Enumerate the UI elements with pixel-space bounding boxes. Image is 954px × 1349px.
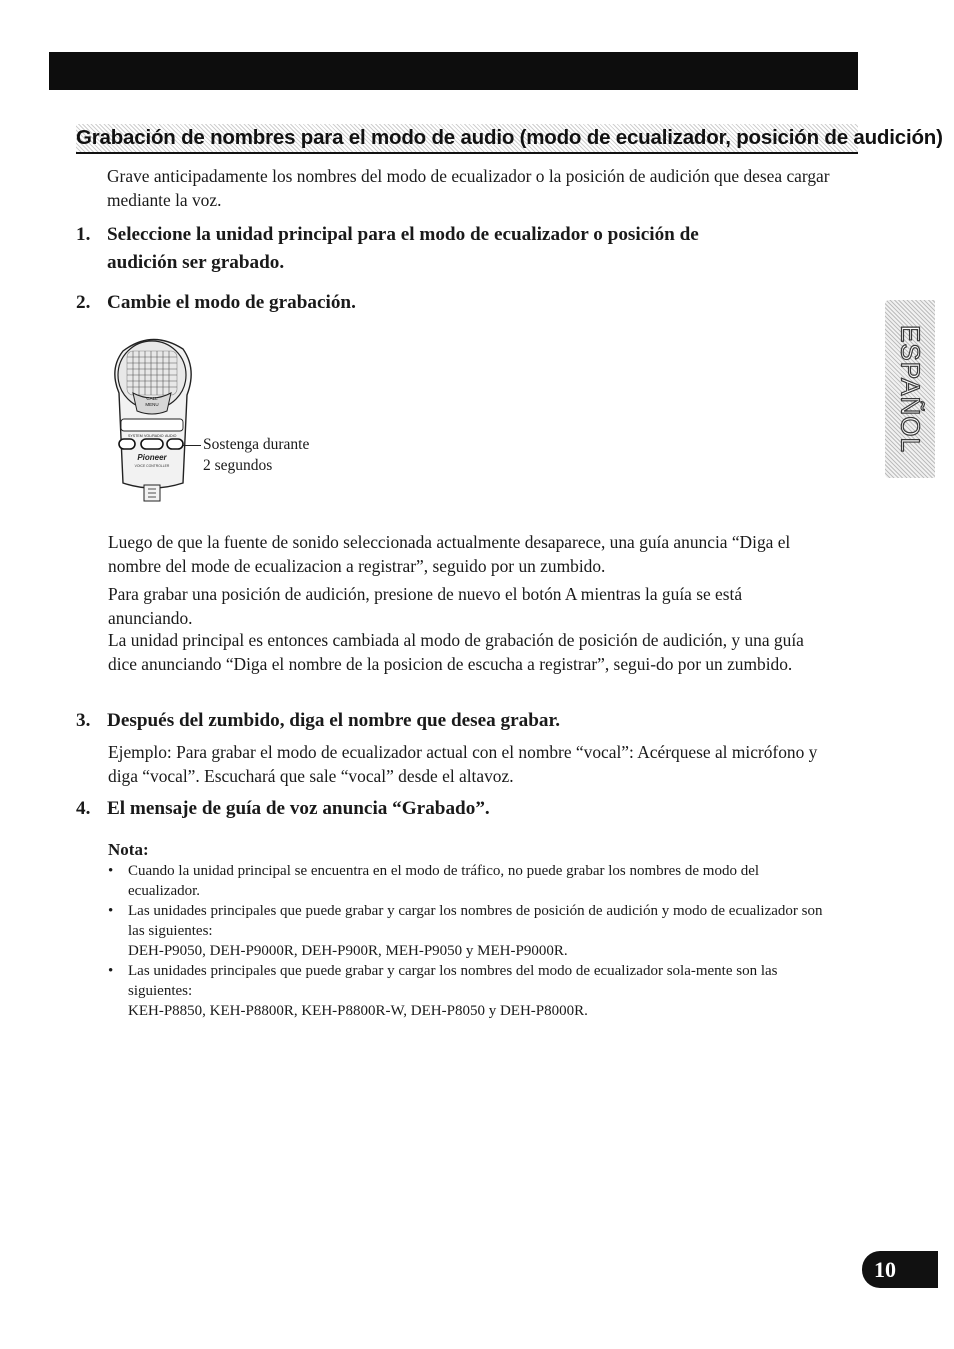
callout-line bbox=[183, 445, 201, 446]
bullet-icon: • bbox=[108, 863, 114, 879]
paragraph-example: Ejemplo: Para grabar el modo de ecualizador actual con el nombre “vocal”: Acérquese al micrófono y diga “vocal”. Escuchará que sale “vocal” desde el altavoz. bbox=[108, 742, 818, 786]
section-title-text: Grabación de nombres para el modo de audio (modo de ecualizador, posición de audición) bbox=[76, 126, 943, 149]
caption-line1: Sostenga durante bbox=[203, 436, 310, 453]
note-text: Cuando la unidad principal se encuentra en el modo de tráfico, no puede grabar los nombres de modo del ecualizador. bbox=[128, 863, 760, 899]
remote-sub-label: VOICE CONTROLLER bbox=[134, 464, 170, 468]
note-models: KEH-P8850, KEH-P8800R, KEH-P8800R-W, DEH-P8050 y DEH-P8000R. bbox=[128, 1003, 588, 1019]
note-text: Las unidades principales que puede grabar y cargar los nombres de posición de audición y modo de ecualizador son las siguientes: bbox=[128, 903, 823, 939]
language-side-tab bbox=[885, 300, 935, 478]
step-number: 3. bbox=[76, 710, 91, 731]
remote-label-audio: AUDIO bbox=[165, 434, 177, 438]
intro-paragraph: Grave anticipadamente los nombres del modo de ecualizador o la posición de audición que desea cargar mediante la voz. bbox=[107, 166, 830, 210]
note-item bbox=[108, 901, 828, 961]
note-title: Nota: bbox=[108, 840, 149, 859]
step-1 bbox=[76, 221, 836, 277]
step-text-line1: Después del zumbido, diga el nombre que desea grabar. bbox=[107, 710, 561, 731]
header-bar bbox=[49, 52, 858, 90]
step-text-line1: Seleccione la unidad principal para el modo de ecualizador o posición de bbox=[107, 224, 699, 245]
step-text-line2: audición ser grabado. bbox=[107, 252, 285, 273]
step-number: 2. bbox=[76, 292, 91, 313]
remote-brand-logo: Pioneer bbox=[137, 453, 167, 462]
remote-button-audio bbox=[167, 439, 183, 449]
note-list bbox=[108, 861, 828, 1021]
step-text-line1: El mensaje de guía de voz anuncia “Grabado”. bbox=[107, 798, 490, 819]
step-text-line1: Cambie el modo de grabación. bbox=[107, 292, 356, 313]
remote-call-label: CALL bbox=[146, 396, 158, 401]
note-item bbox=[108, 861, 828, 901]
section-title bbox=[76, 124, 943, 154]
paragraph-1: Luego de que la fuente de sonido seleccionada actualmente desaparece, una guía anuncia “Diga el nombre del mode de ecualizacion a registrar”, seguido por un zumbido. bbox=[108, 532, 791, 576]
paragraph-2: Para grabar una posición de audición, presione de nuevo el botón A mientras la guía se está anunciando. bbox=[108, 584, 743, 628]
step-number: 1. bbox=[76, 224, 91, 245]
bullet-icon: • bbox=[108, 903, 114, 919]
paragraph-3: La unidad principal es entonces cambiada al modo de grabación de posición de audición, y una guía dice anunciando “Diga el nombre de la posicion de escucha a registrar”, segui-do por un zumbido. bbox=[108, 630, 804, 674]
figure-caption bbox=[203, 434, 309, 476]
step-4 bbox=[76, 795, 836, 823]
language-tab-label: ESPAÑOL bbox=[895, 325, 926, 453]
remote-menu-label: MENU bbox=[145, 402, 159, 407]
note-item bbox=[108, 961, 828, 1021]
remote-button-system bbox=[119, 439, 135, 449]
remote-label-vol: VOL/RADIO bbox=[144, 434, 164, 438]
bullet-icon: • bbox=[108, 963, 114, 979]
remote-button-vol bbox=[141, 439, 163, 449]
step-2 bbox=[76, 289, 836, 317]
step-3 bbox=[76, 707, 836, 735]
page-number: 10 bbox=[862, 1251, 938, 1288]
step-number: 4. bbox=[76, 798, 91, 819]
caption-line2: 2 segundos bbox=[203, 457, 273, 474]
note-models: DEH-P9050, DEH-P9000R, DEH-P900R, MEH-P9050 y MEH-P9000R. bbox=[128, 943, 568, 959]
voice-controller-illustration bbox=[105, 333, 200, 505]
note-text: Las unidades principales que puede grabar y cargar los nombres del modo de ecualizador sola-mente son las siguientes: bbox=[128, 963, 778, 999]
remote-label-system: SYSTEM bbox=[128, 434, 143, 438]
